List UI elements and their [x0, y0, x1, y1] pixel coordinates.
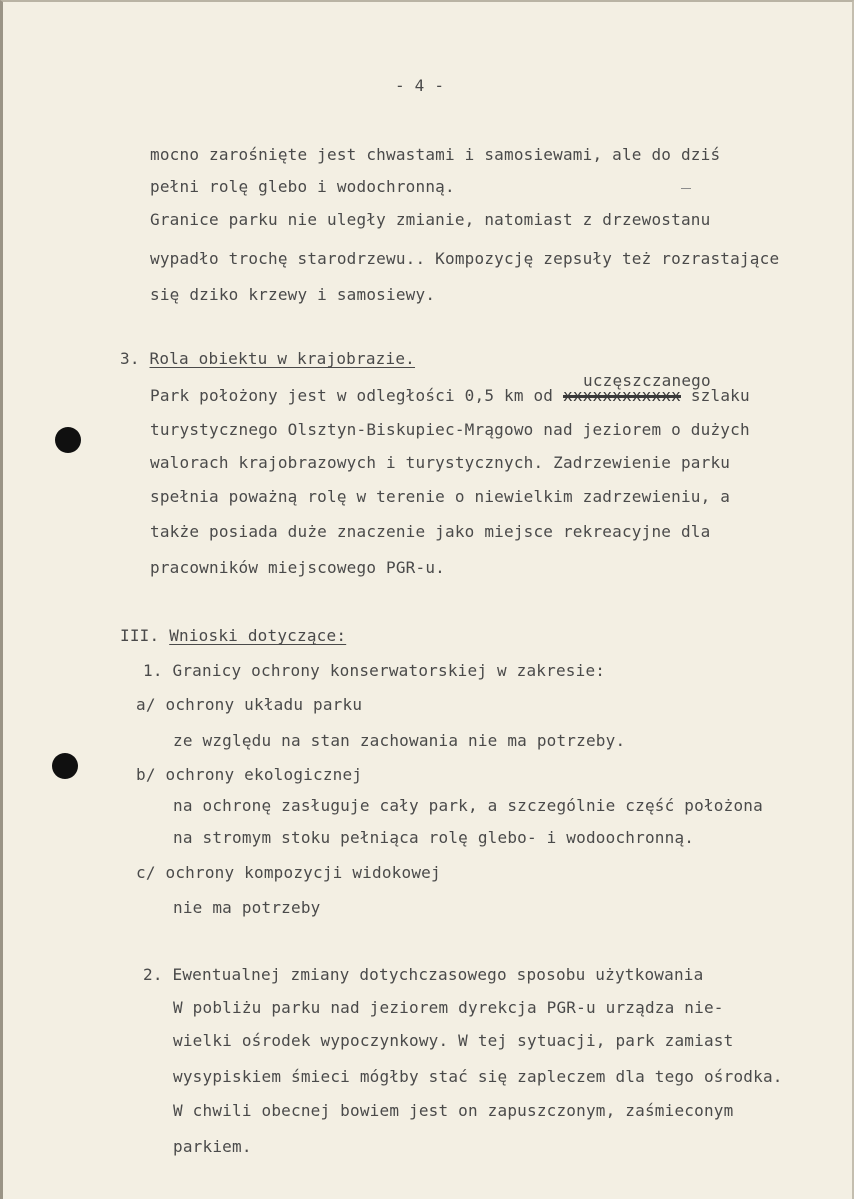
text-line: Granice parku nie uległy zmianie, natomiast z drzewostanu — [150, 210, 711, 229]
sub-item-label: c/ ochrony kompozycji widokowej — [136, 863, 441, 882]
text-line: pełni rolę glebo i wodochronną. — [150, 177, 455, 196]
sub-item-text: ze względu na stan zachowania nie ma potrzeby. — [173, 731, 626, 750]
text-line: W pobliżu parku nad jeziorem dyrekcja PGR-u urządza nie- — [173, 998, 724, 1017]
handwritten-insert: uczęszczanego — [583, 371, 711, 390]
section-heading — [120, 626, 346, 646]
list-item: 1. Granicy ochrony konserwatorskiej w zakresie: — [143, 661, 606, 680]
section-title: Wnioski dotyczące: — [169, 626, 347, 645]
text-line: mocno zarośnięte jest chwastami i samosiewami, ale do dziś — [150, 145, 721, 164]
text-line: spełnia poważną rolę w terenie o niewielkim zadrzewieniu, a — [150, 487, 731, 506]
section-number: 3. — [120, 349, 140, 368]
text-line: W chwili obecnej bowiem jest on zapuszczonym, zaśmieconym — [173, 1101, 734, 1120]
sub-item-text: nie ma potrzeby — [173, 898, 321, 917]
sub-item-label: b/ ochrony ekologicznej — [136, 765, 363, 784]
text-line: pracowników miejscowego PGR-u. — [150, 558, 445, 577]
text-line — [150, 386, 750, 406]
overtyped-text: xxxxxxxxxxxx — [563, 386, 681, 405]
text-line: walorach krajobrazowych i turystycznych. Zadrzewienie parku — [150, 453, 731, 472]
section-number: III. — [120, 626, 160, 645]
section-title: Rola obiektu w krajobrazie. — [149, 349, 416, 368]
punch-hole — [55, 427, 81, 453]
text-line: turystycznego Olsztyn-Biskupiec-Mrągowo nad jeziorem o dużych — [150, 420, 750, 439]
section-heading — [120, 349, 415, 369]
text-line: także posiada duże znaczenie jako miejsce rekreacyjne dla — [150, 522, 711, 541]
text-segment: szlaku — [690, 386, 750, 405]
text-line: wysypiskiem śmieci mógłby stać się zapleczem dla tego ośrodka. — [173, 1067, 783, 1086]
sub-item-text: na stromym stoku pełniąca rolę glebo- i wodoochronną. — [173, 828, 695, 847]
text-line: się dziko krzewy i samosiewy. — [150, 285, 436, 304]
text-line: wielki ośrodek wypoczynkowy. W tej sytuacji, park zamiast — [173, 1031, 734, 1050]
sub-item-text: na ochronę zasługuje cały park, a szczególnie część położona — [173, 796, 763, 815]
page-number: - 4 - — [395, 76, 445, 95]
text-line: wypadło trochę starodrzewu.. Kompozycję zepsuły też rozrastające — [150, 249, 780, 268]
list-item: 2. Ewentualnej zmiany dotychczasowego sposobu użytkowania — [143, 965, 704, 984]
sub-item-label: a/ ochrony układu parku — [136, 695, 363, 714]
stray-mark — [681, 188, 691, 189]
text-segment: Park położony jest w odległości 0,5 km od — [150, 386, 554, 405]
punch-hole — [52, 753, 78, 779]
text-line: parkiem. — [173, 1137, 252, 1156]
